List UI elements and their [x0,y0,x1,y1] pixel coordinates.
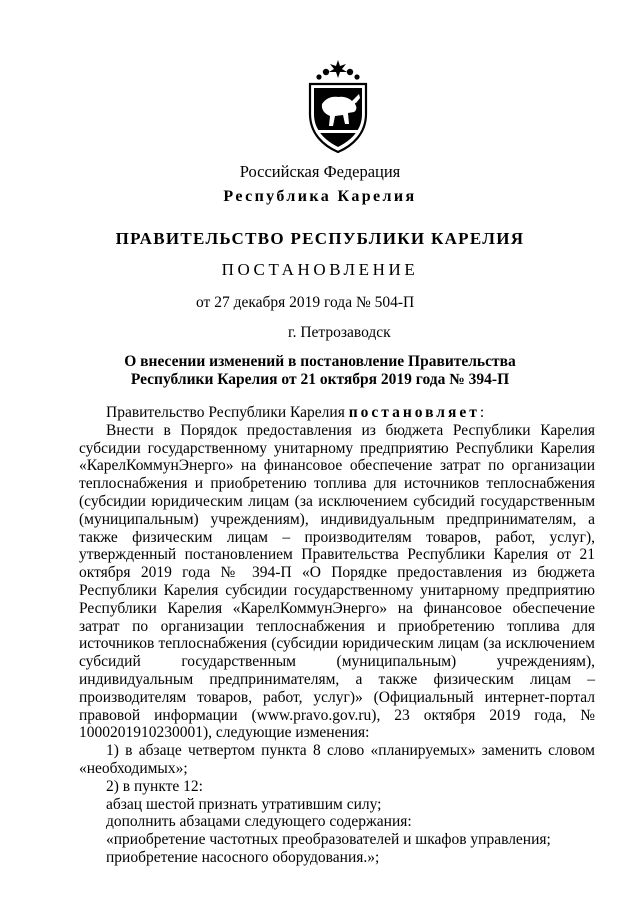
item-2-a: абзац шестой признать утратившим силу; [106,795,382,813]
preamble-tail: : [479,404,485,421]
item-2-b: дополнить абзацами следующего содержания: [106,813,412,831]
preamble [79,404,595,422]
republic-name: Республика Карелия [223,188,417,205]
item-1: 1) в абзаце четвертом пункта 8 слово «планируемых» заменить словом «необходимых»; [79,742,595,777]
city-name: г. Петрозаводск [288,324,391,341]
decree-body [79,404,595,867]
preamble-lead: Правительство Республики Карелия [106,404,349,421]
item-2-d: приобретение насосного оборудования.»; [106,848,380,866]
decree-subject [0,353,640,389]
government-title: ПРАВИТЕЛЬСТВО РЕСПУБЛИКИ КАРЕЛИЯ [115,229,525,248]
country-name: Российская Федерация [239,162,401,181]
item-2: 2) в пункте 12: [106,777,203,795]
subject-line-2: Республики Карелия от 21 октября 2019 года № 394-П [130,371,510,388]
decree-date-number: от 27 декабря 2019 года № 504-П [196,294,415,311]
preamble-verb: постановляет [348,404,480,421]
item-2-c: «приобретение частотных преобразователей и шкафов управления; [106,831,551,849]
main-paragraph: Внести в Порядок предоставления из бюджета Республики Карелия субсидии государственному унитарному предприятию Республики Карелия «КарелКоммунЭнерго» на финансовое обеспечение затрат по организации теплоснабжения и приобретению топлива для источников теплоснабжения (субсидии юридическим лицам (за исключением субсидий государственным (муниципальным) учреждениям), индивидуальным предпринимателям, а также физическим лицам – производителям товаров, работ, услуг), утвержденный постановлением Правительства Республики Карелия от 21 октября 2019 года № 394-П «О Порядке предоставления из бюджета Республики Карелия субсидии государственному унитарному предприятию Республики Карелия «КарелКоммунЭнерго» на финансовое обеспечение затрат по организации теплоснабжения и приобретению топлива для источников теплоснабжения (субсидии юридическим лицам (за исключением субсидий государственным (муниципальным) учреждениям), индивидуальным предпринимателям, а также физическим лицам – производителям товаров, работ, услуг)» (Официальный интернет-портал правовой информации (www.pravo.gov.ru), 23 октября 2019 года, № 1000201910230001), следующие изменения: [79,421,595,742]
document-type: ПОСТАНОВЛЕНИЕ [221,260,419,279]
karelia-coat-of-arms-icon [302,58,374,154]
subject-line-1: О внесении изменений в постановление Правительства [124,353,516,370]
